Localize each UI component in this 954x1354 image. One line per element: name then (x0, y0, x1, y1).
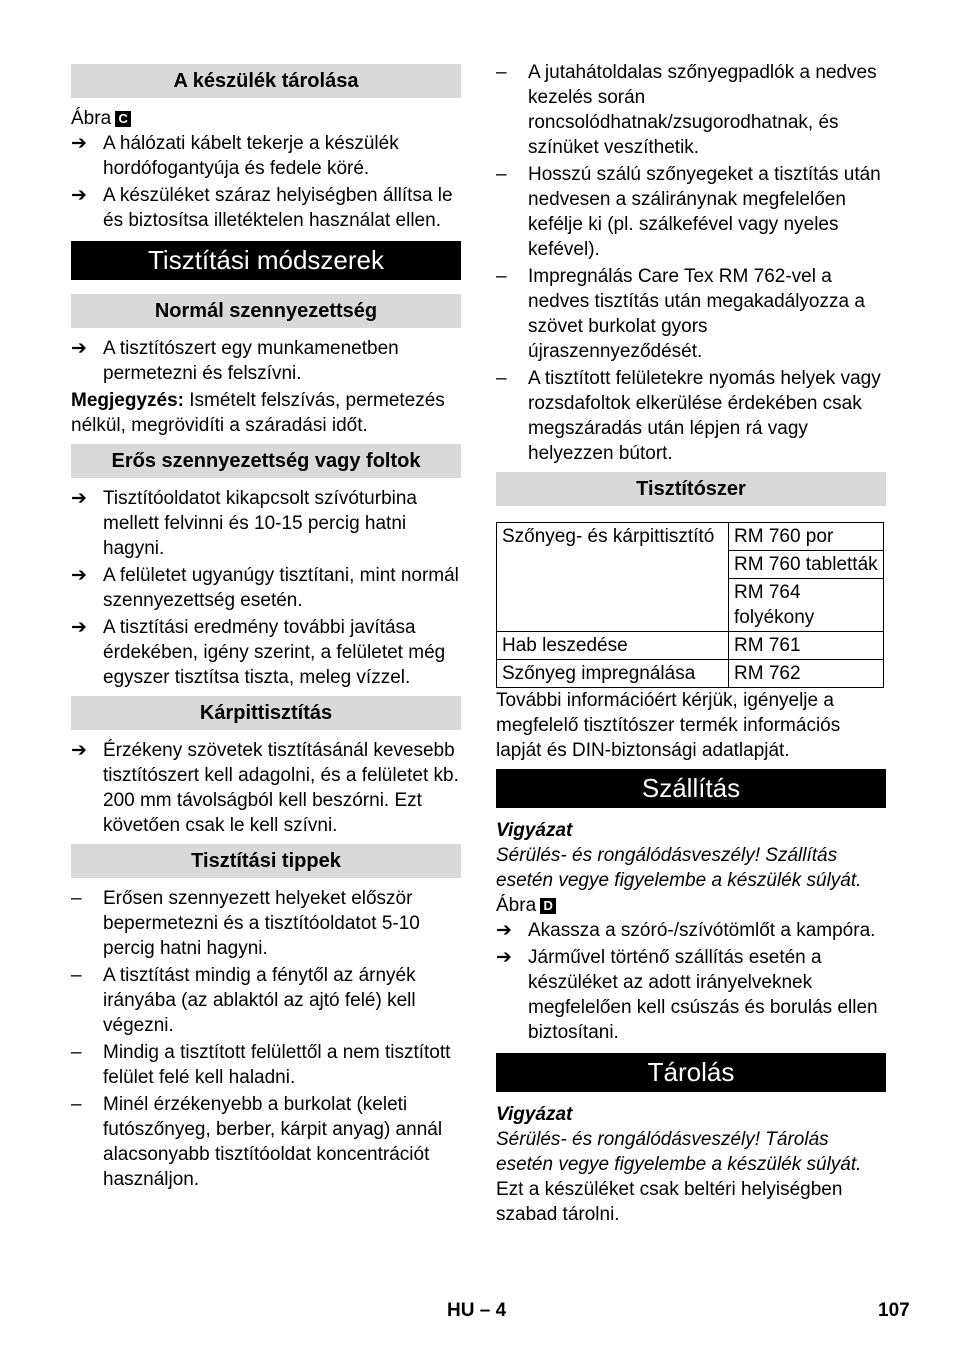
cleaning-agent-table (496, 522, 884, 688)
arrow-right-icon: ➔ (71, 488, 87, 509)
arrow-right-icon: ➔ (71, 338, 87, 359)
item-text: Járművel történő szállítás esetén a készüléket az adott irányelveknek megfelelően kell csúszás és borulás ellen biztosítani. (528, 947, 878, 1043)
dash-item (71, 886, 461, 961)
arrow-right-icon: ➔ (71, 565, 87, 586)
bullet-item (71, 183, 461, 233)
normal-note (71, 388, 461, 438)
cleaning-tips-heading: Tisztítási tippek (71, 844, 461, 878)
page-number: 107 (878, 1300, 910, 1321)
dash-icon: – (71, 1042, 82, 1063)
figure-reference (71, 106, 461, 131)
arrow-right-icon: ➔ (71, 133, 87, 154)
bullet-item (496, 945, 886, 1045)
item-text: A hálózati kábelt tekerje a készülék hordófogantyúja és fedele köré. (103, 133, 399, 179)
transport-caution-title: Vigyázat (496, 820, 573, 841)
upholstery-heading: Kárpittisztítás (71, 696, 461, 730)
item-text: A tisztított felületekre nyomás helyek vagy rozsdafoltok elkerülése érdekében csak megszáradás után lépjen rá vagy helyezzen bútort. (528, 368, 881, 464)
item-text: A jutahátoldalas szőnyegpadlók a nedves kezelés során roncsolódhatnak/zsugorodhatnak, és színüket veszíthetik. (528, 62, 877, 158)
item-text: Impregnálás Care Tex RM 762-vel a nedves tisztítás után megakadályozza a szövet burkolat gyors újraszennyeződését. (528, 266, 865, 362)
heavy-soiling-heading: Erős szennyezettség vagy foltok (71, 444, 461, 478)
item-text: Mindig a tisztított felülettől a nem tisztított felület felé kell haladni. (103, 1042, 451, 1088)
dash-item (496, 366, 886, 466)
arrow-right-icon: ➔ (496, 920, 512, 941)
table-cell-product: RM 761 (729, 632, 884, 660)
table-cell-product: RM 760 por (729, 523, 884, 551)
cleaning-methods-heading: Tisztítási módszerek (71, 241, 461, 280)
bullet-item (71, 486, 461, 561)
note-text: Ismételt felszívás, permetezés nélkül, megrövidíti a száradási időt. (71, 390, 445, 436)
storage-caution-title: Vigyázat (496, 1104, 573, 1125)
right-column (496, 58, 886, 1227)
table-cell-use: Szőnyeg- és kárpittisztító (497, 523, 729, 632)
bullet-item (71, 615, 461, 690)
item-text: Hosszú szálú szőnyegeket a tisztítás után nedvesen a száliránynak megfelelően kefélje ki (pl. szálkefével vagy nyeles kefével). (528, 164, 881, 260)
bullet-item (71, 563, 461, 613)
item-text: Minél érzékenyebb a burkolat (keleti futószőnyeg, berber, kárpit anyag) annál alacsonyabb tisztítóoldat koncentrációt használjon. (103, 1094, 443, 1190)
item-text: A tisztítási eredmény további javítása érdekében, igény szerint, a felületet még egyszer tisztítsa tiszta, meleg vízzel. (103, 617, 446, 688)
arrow-right-icon: ➔ (71, 185, 87, 206)
arrow-right-icon: ➔ (71, 617, 87, 638)
item-text: A felületet ugyanúgy tisztítani, mint normál szennyezettség esetén. (103, 565, 459, 611)
dash-item (496, 264, 886, 364)
normal-soiling-heading: Normál szennyezettség (71, 294, 461, 328)
bullet-item (71, 738, 461, 838)
figure-label: Ábra (71, 108, 112, 129)
storage-bullet-list (71, 131, 461, 233)
note-label: Megjegyzés: (71, 390, 184, 411)
dash-item (496, 60, 886, 160)
cleaning-tips-list (71, 886, 461, 1192)
transport-figure-reference (496, 893, 886, 918)
dash-item (71, 1040, 461, 1090)
dash-item (496, 162, 886, 262)
arrow-right-icon: ➔ (71, 740, 87, 761)
arrow-right-icon: ➔ (496, 947, 512, 968)
storage-section-heading: Tárolás (496, 1053, 886, 1092)
storage-caution-text: Sérülés- és rongálódásveszély! Tárolás esetén vegye figyelembe a készülék súlyát. (496, 1129, 862, 1175)
item-text: A készüléket száraz helyiségben állítsa le és biztosítsa illetéktelen használat ellen. (103, 185, 453, 231)
agent-info-text: További információért kérjük, igényelje a megfelelő tisztítószer termék információs lapját és DIN-biztonsági adatlapját. (496, 690, 841, 761)
transport-bullet-list (496, 918, 886, 1045)
upholstery-bullet-list (71, 738, 461, 838)
table-cell-product: RM 760 tabletták (729, 551, 884, 579)
figure-letter-icon: D (540, 898, 556, 914)
dash-item (71, 963, 461, 1038)
cleaning-agent-heading: Tisztítószer (496, 472, 886, 506)
item-text: Akassza a szóró-/szívótömlőt a kampóra. (528, 920, 876, 941)
storage-heading: A készülék tárolása (71, 64, 461, 98)
dash-icon: – (496, 368, 507, 389)
item-text: Erősen szennyezett helyeket először bepermetezni és a tisztítóoldatot 5-10 percig hatni hagyni. (103, 888, 420, 959)
footer-language-page: HU – 4 (447, 1300, 507, 1321)
item-text: A tisztítást mindig a fénytől az árnyék irányába (az ablaktól az ajtó felé) kell végezni. (103, 965, 416, 1036)
transport-caution-text: Sérülés- és rongálódásveszély! Szállítás esetén vegye figyelembe a készülék súlyát. (496, 845, 862, 891)
dash-icon: – (71, 888, 82, 909)
cleaning-tips-continued (496, 60, 886, 466)
figure-label: Ábra (496, 895, 537, 916)
table-row (497, 632, 884, 660)
bullet-item (496, 918, 886, 943)
table-cell-use: Szőnyeg impregnálása (497, 660, 729, 688)
dash-icon: – (71, 1094, 82, 1115)
item-text: A tisztítószert egy munkamenetben permetezni és felszívni. (103, 338, 399, 384)
table-row (497, 523, 884, 551)
dash-item (71, 1092, 461, 1192)
item-text: Tisztítóoldatot kikapcsolt szívóturbina mellett felvinni és 10-15 percig hatni hagyni. (103, 488, 417, 559)
dash-icon: – (496, 62, 507, 83)
left-column (71, 58, 461, 1194)
storage-text: Ezt a készüléket csak beltéri helyiségben szabad tárolni. (496, 1179, 843, 1225)
bullet-item (71, 131, 461, 181)
table-row (497, 660, 884, 688)
heavy-bullet-list (71, 486, 461, 690)
dash-icon: – (71, 965, 82, 986)
dash-icon: – (496, 164, 507, 185)
bullet-item (71, 336, 461, 386)
item-text: Érzékeny szövetek tisztításánál kevesebb tisztítószert kell adagolni, és a felületet kb. 200 mm távolságból kell beszórni. Ezt követően csak le kell szívni. (103, 740, 459, 836)
table-cell-use: Hab leszedése (497, 632, 729, 660)
table-cell-product: RM 762 (729, 660, 884, 688)
normal-bullet-list (71, 336, 461, 386)
transport-heading: Szállítás (496, 769, 886, 808)
figure-letter-icon: C (115, 111, 131, 127)
dash-icon: – (496, 266, 507, 287)
table-cell-product: RM 764 folyékony (729, 579, 884, 632)
